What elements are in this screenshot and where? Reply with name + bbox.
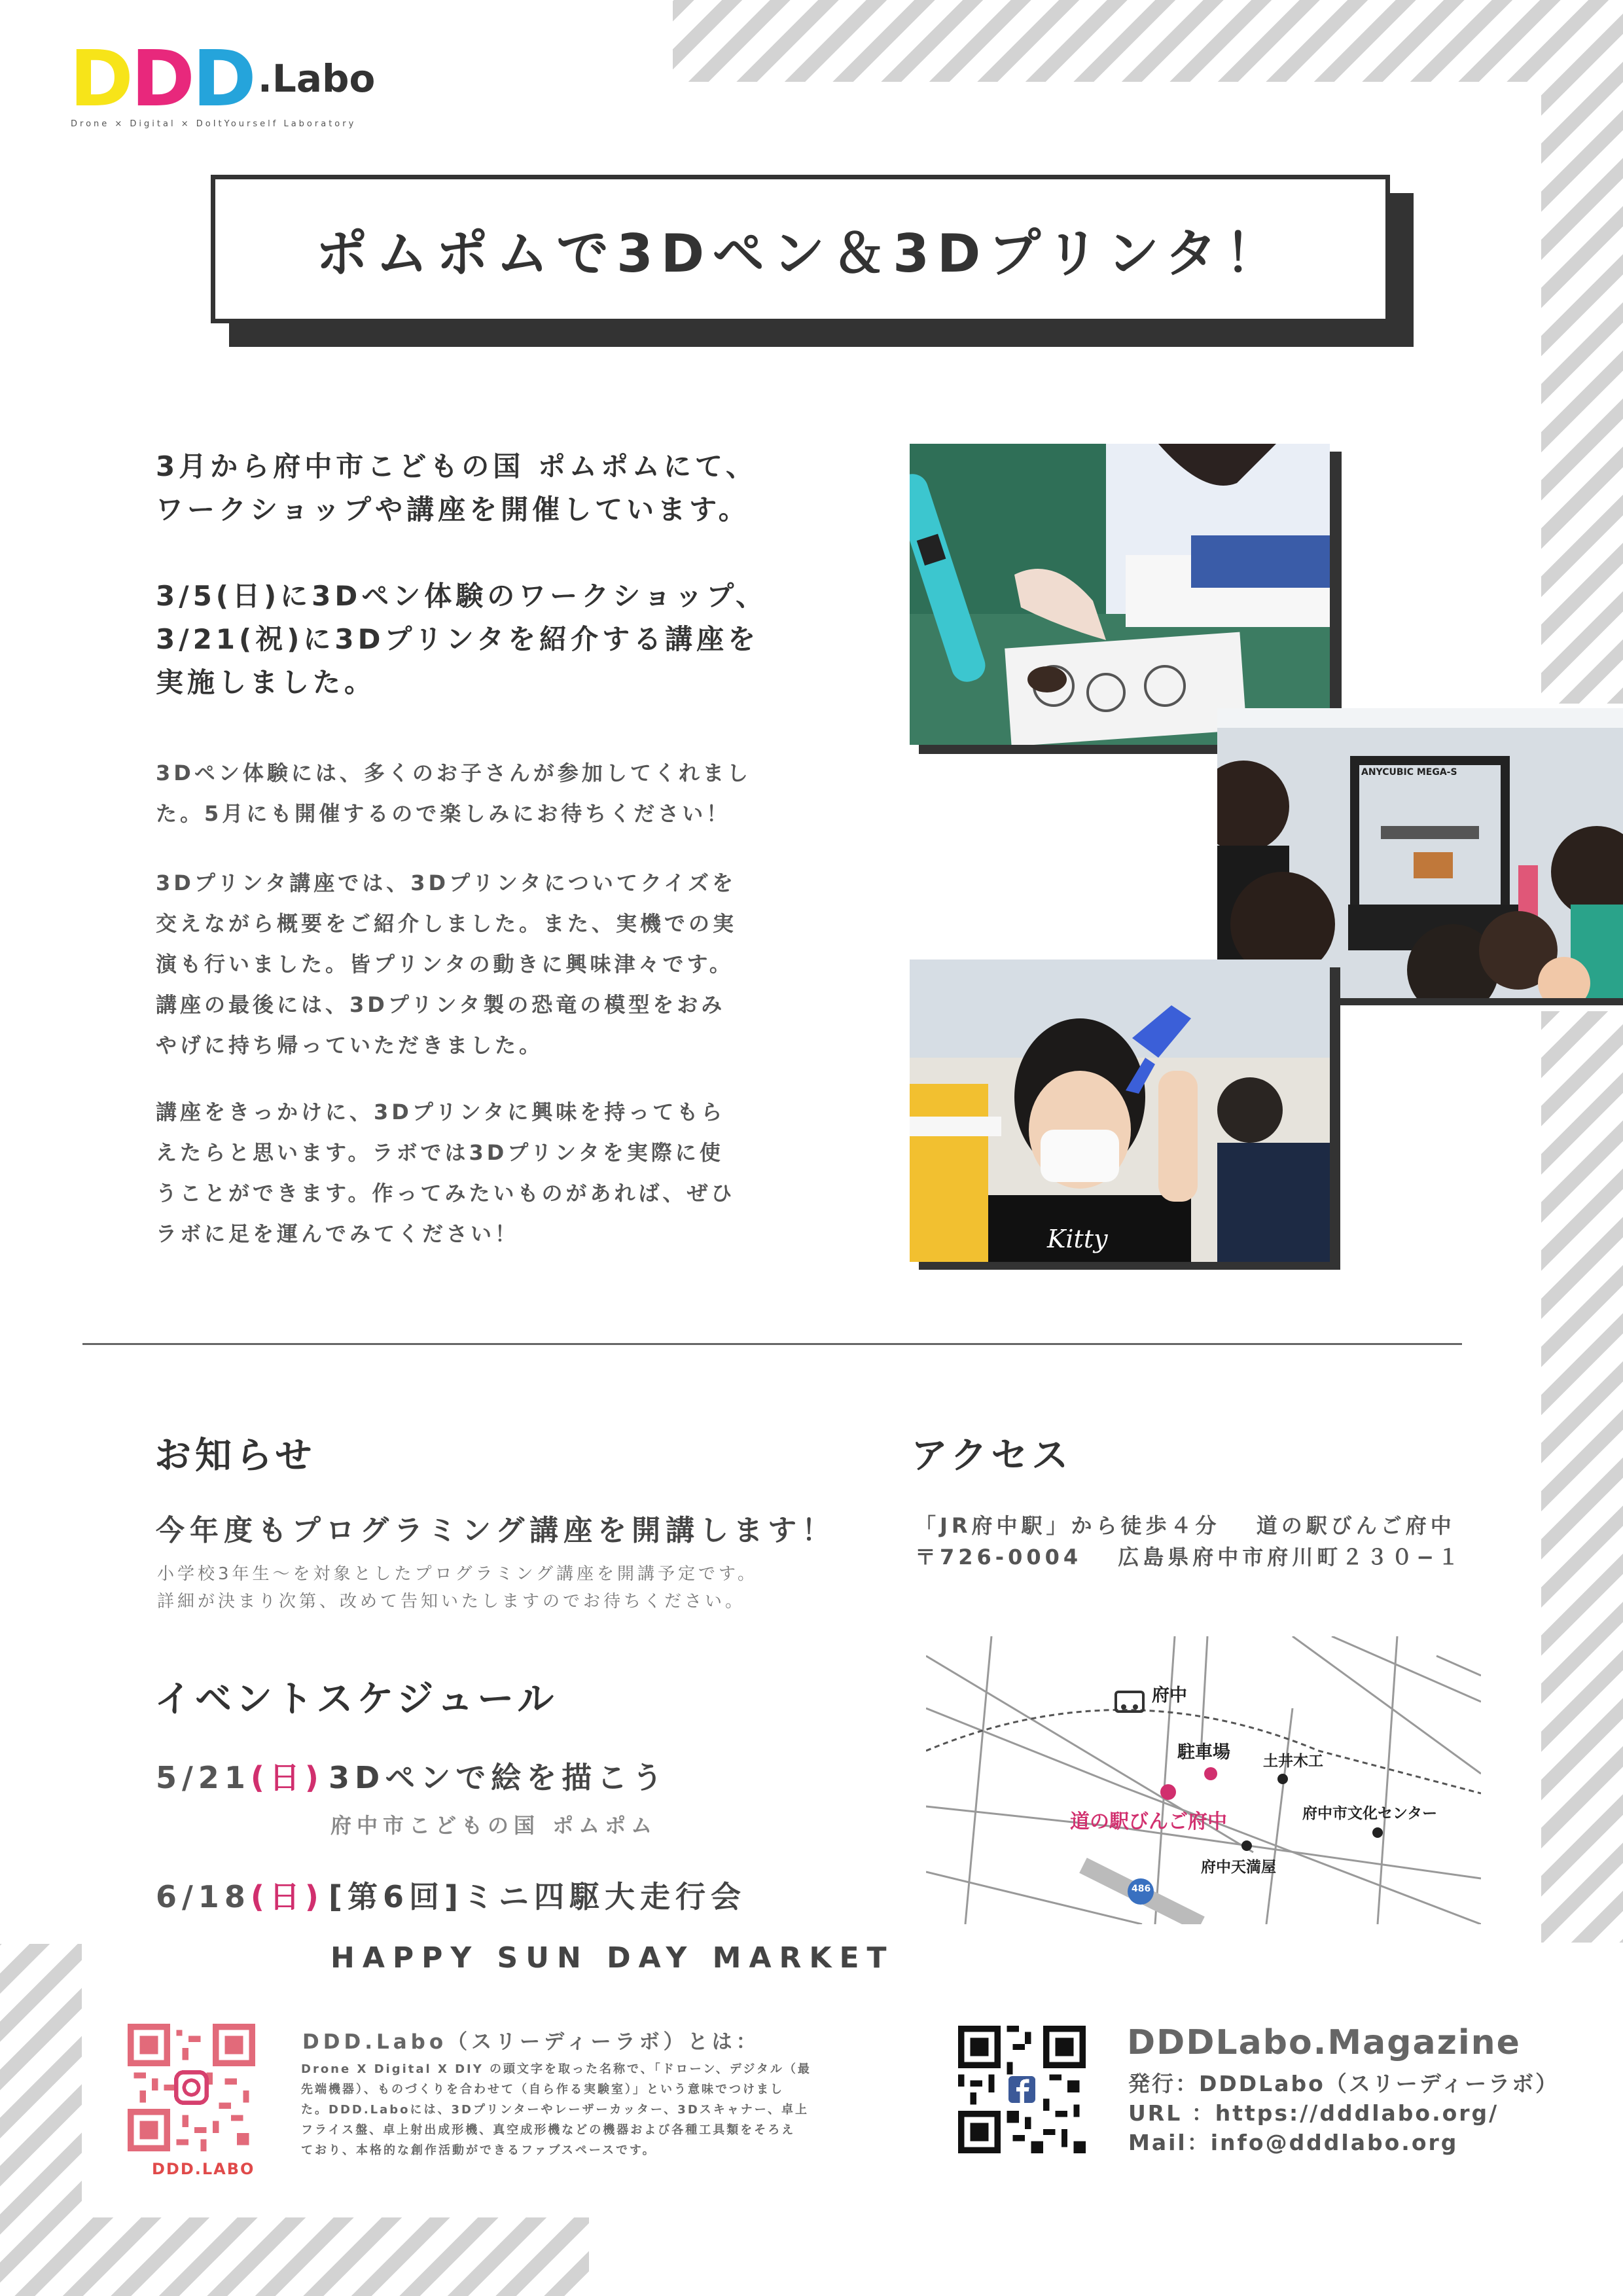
lead-line: 実施しました。: [156, 666, 376, 698]
body-line: た。5月にも開催するので楽しみにお待ちください！: [156, 801, 731, 826]
body-line: ラボに足を運んでみてください！: [156, 1221, 520, 1246]
body-line: えたらと思います。ラボでは3Dプリンタを実際に使: [156, 1140, 724, 1165]
body-line: 3Dプリンタ講座では、3Dプリンタについてクイズを: [156, 870, 736, 895]
photo-3d-pen-drawing-image: [910, 444, 1330, 745]
lead-line: 3月から府中市こどもの国 ポムポムにて、: [156, 450, 758, 482]
schedule-heading: イベントスケジュール: [154, 1678, 558, 1721]
photo-3d-pen-drawing: [910, 444, 1330, 745]
body-line: やげに持ち帰っていただきました。: [156, 1033, 544, 1058]
instagram-qr-pattern: [128, 2024, 255, 2151]
event-date: 6/18: [156, 1879, 251, 1914]
body-line: 3Dペン体験には、多くのお子さんが参加してくれまし: [156, 761, 751, 785]
lead-line: 3/21(祝)に3Dプリンタを紹介する講座を: [156, 623, 760, 655]
section-divider: [82, 1343, 1462, 1345]
event-venue: 府中市こどもの国 ポムポム: [330, 1813, 658, 1838]
map-label-tenmangu: 府中天満屋: [1201, 1859, 1276, 1876]
shirt-text: Kitty: [1047, 1225, 1108, 1253]
magazine-mail[interactable]: Mail：info@dddlabo.org: [1128, 2130, 1459, 2155]
event-row-2: [156, 1873, 324, 1916]
news-heading: お知らせ: [154, 1435, 316, 1477]
access-map-lines: [926, 1636, 1481, 1924]
about-line: ており、本格的な創作活動ができるファブスペースです。: [301, 2144, 656, 2157]
body-line: 講座をきっかけに、3Dプリンタに興味を持ってもら: [156, 1100, 726, 1124]
lead-line: 3/5(日)に3Dペン体験のワークショップ、: [156, 580, 768, 612]
access-map: [926, 1636, 1481, 1924]
about-line: た。DDD.Laboには、3Dプリンターやレーザーカッター、3Dスキャナー、卓上: [301, 2103, 810, 2117]
photo-dinosaur-model: [910, 960, 1330, 1262]
map-label-station: 府中: [1152, 1685, 1187, 1706]
photo-3d-printer-demo: [1217, 708, 1623, 998]
instagram-qr-caption: DDD.LABO: [152, 2160, 255, 2178]
news-detail-line: 詳細が決まり次第、改めて告知いたしますのでお待ちください。: [157, 1592, 746, 1611]
facebook-qr-pattern: [958, 2026, 1086, 2153]
magazine-publisher: 発行：DDDLabo（スリーディーラボ）: [1128, 2071, 1560, 2096]
instagram-qr-code[interactable]: [128, 2024, 255, 2151]
news-detail-line: 小学校3年生～を対象としたプログラミング講座を開講予定です。: [157, 1564, 758, 1584]
photo-3d-printer-demo-image: [1217, 708, 1623, 998]
intro-paragraph-1: [156, 753, 876, 834]
about-line: フライス盤、卓上射出成形機、真空成形機などの機器および各種工具類をそろえ: [301, 2123, 796, 2137]
access-line-1: 「JR府中駅」から徒歩４分 道の駅びんご府中: [915, 1513, 1455, 1538]
body-line: 演も行いました。皆プリンタの動きに興味津々です。: [156, 952, 734, 977]
access-line-2: 〒726-0004 広島県府中市府川町２３０−１: [915, 1545, 1463, 1570]
magazine-title: DDDLabo.Magazine: [1127, 2023, 1521, 2062]
event-title: 3Dペンで絵を描こう: [329, 1760, 668, 1795]
intro-paragraph-3: [156, 1092, 876, 1254]
news-subheading: 今年度もプログラミング講座を開講します！: [156, 1514, 836, 1547]
event-date: 5/21: [156, 1760, 251, 1795]
logo-suffix: .Labo: [257, 56, 376, 101]
logo-tagline: Drone × Digital × DoItYourself Laboratory: [71, 119, 357, 129]
logo-letter-d2: D: [130, 33, 192, 124]
event-title: [第6回]ミニ四駆大走行会: [329, 1879, 747, 1914]
event-row-1: [156, 1754, 324, 1797]
printer-brand-text: ANYCUBIC MEGA-S: [1361, 767, 1457, 778]
title-box: [211, 175, 1390, 323]
about-heading: DDD.Labo（スリーディーラボ）とは：: [302, 2030, 760, 2054]
access-heading: アクセス: [911, 1435, 1073, 1477]
map-label-parking: 駐車場: [1177, 1742, 1230, 1763]
map-label-culture-center: 府中市文化センター: [1302, 1805, 1438, 1822]
logo-letter-d1: D: [69, 33, 131, 124]
magazine-url[interactable]: URL ：https://dddlabo.org/: [1128, 2100, 1499, 2126]
map-route-number: 486: [1132, 1884, 1151, 1894]
body-line: 講座の最後には、3Dプリンタ製の恐竜の模型をおみ: [156, 992, 726, 1017]
about-line: 先端機器）、ものづくりを合わせて（自ら作る実験室）」という意味でつけまし: [301, 2083, 784, 2096]
event-day: (日): [250, 1879, 324, 1914]
body-line: 交えながら概要をご紹介しました。また、実機での実: [156, 911, 738, 936]
paper-footer-right: [589, 2215, 1623, 2296]
intro-paragraph-2: [156, 863, 876, 1066]
map-label-lab: 道の駅びんご府中: [1070, 1810, 1227, 1833]
page-title: ポムポムで3Dペン＆3Dプリンタ！: [315, 223, 1285, 284]
lead-line: [156, 531, 876, 575]
event-day: (日): [250, 1760, 324, 1795]
facebook-qr-code[interactable]: [958, 2026, 1086, 2153]
photo-dinosaur-model-image: [910, 960, 1330, 1262]
event-venue: HAPPY SUN DAY MARKET: [330, 1941, 895, 1975]
body-line: うことができます。作ってみたいものがあれば、ぜひ: [156, 1181, 736, 1206]
lead-line: ワークショップや講座を開催しています。: [156, 493, 750, 526]
about-line: Drone X Digital X DIY の頭文字を取った名称で、「ドローン、デジタル（最: [301, 2062, 812, 2076]
intro-lead: [156, 445, 876, 704]
map-label-doi: 土井木工: [1263, 1753, 1323, 1770]
logo-letter-d3: D: [192, 33, 254, 124]
